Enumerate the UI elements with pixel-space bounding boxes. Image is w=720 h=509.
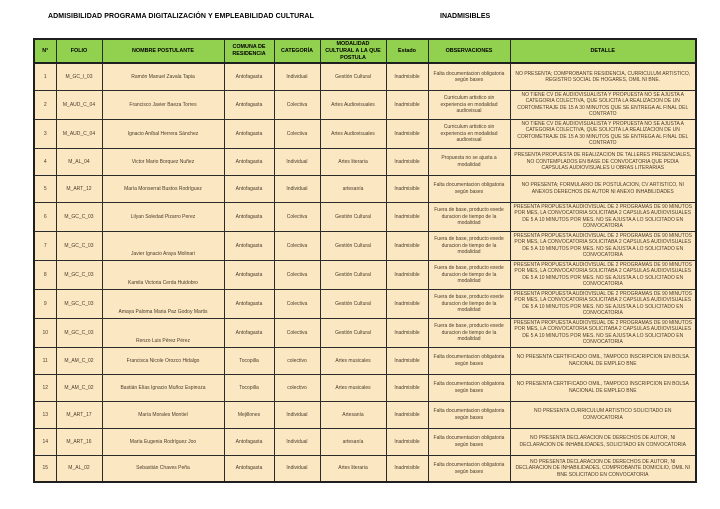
column-header-estado: Estado: [386, 39, 428, 63]
table-row: [34, 347, 696, 374]
cell-estado: Inadmisible: [386, 318, 428, 347]
cell-detalle: NO PRESENTA DECLARACION DE DERECHOS DE AUTOR, NI DECLARACION DE INHABILIDADES, COMPROBANTE DOMICILIO, OMIL NI BNE SOLICITADO EN CONVOCATORIA: [510, 455, 696, 482]
cell-comuna: Antofagasta: [224, 202, 274, 231]
cell-detalle: NO PRESENTA DECLARACION DE DERECHOS DE AUTOR, NI DECLARACION DE INHABILIDADES, SOLICITADO EN CONVOCATORIA: [510, 428, 696, 455]
cell-comuna: Antofagasta: [224, 175, 274, 202]
cell-numero: 14: [34, 428, 56, 455]
cell-numero: 1: [34, 63, 56, 90]
cell-categoria: Colectiva: [274, 90, 320, 119]
cell-nombre: Ignacio Aníbal Herrera Sánchez: [102, 119, 224, 148]
column-header-modalidad: MODALIDAD CULTURAL A LA QUE POSTULA: [320, 39, 386, 63]
cell-nombre: María Morales Montiel: [102, 401, 224, 428]
cell-numero: 11: [34, 347, 56, 374]
table-row: [34, 318, 696, 347]
cell-estado: Inadmisible: [386, 260, 428, 289]
cell-modalidad: Gestión Cultural: [320, 260, 386, 289]
cell-modalidad: Gestión Cultural: [320, 202, 386, 231]
table-row: [34, 148, 696, 175]
cell-comuna: Antofagasta: [224, 63, 274, 90]
cell-estado: Inadmisible: [386, 175, 428, 202]
cell-folio: M_GC_C_03: [56, 260, 102, 289]
cell-numero: 12: [34, 374, 56, 401]
cell-folio: M_AUD_C_04: [56, 90, 102, 119]
cell-numero: 3: [34, 119, 56, 148]
cell-comuna: Mejillones: [224, 401, 274, 428]
table-body: [34, 63, 696, 482]
cell-estado: Inadmisible: [386, 289, 428, 318]
table-row: [34, 90, 696, 119]
cell-observaciones: Curriculum artistico sin experiencia en modalidad audiovisual: [428, 90, 510, 119]
cell-modalidad: Gestión Cultural: [320, 63, 386, 90]
cell-nombre: Francisco Javier Baeza Torres: [102, 90, 224, 119]
cell-comuna: Antofagasta: [224, 90, 274, 119]
cell-observaciones: Falta documentacion obligatoria según bases: [428, 175, 510, 202]
table-row: [34, 63, 696, 90]
table-row: [34, 374, 696, 401]
column-header-comuna: COMUNA DE RESIDENCIA: [224, 39, 274, 63]
cell-nombre: Ramón Manuel Zavala Tapia: [102, 63, 224, 90]
cell-numero: 15: [34, 455, 56, 482]
cell-categoria: Colectiva: [274, 202, 320, 231]
cell-folio: M_ART_16: [56, 428, 102, 455]
cell-modalidad: Artes Audiovisuales: [320, 119, 386, 148]
cell-observaciones: Propuesta no se ajusta a modalidad: [428, 148, 510, 175]
cell-detalle: NO PRESENTA CERTIFICADO OMIL, TAMPOCO INSCRIPCION EN BOLSA NACIONAL DE EMPLEO BNE: [510, 374, 696, 401]
cell-numero: 4: [34, 148, 56, 175]
cell-estado: Inadmisible: [386, 374, 428, 401]
cell-comuna: Antofagasta: [224, 119, 274, 148]
cell-observaciones: Falta documentacion obligatoria según bases: [428, 63, 510, 90]
cell-folio: M_GC_C_03: [56, 231, 102, 260]
cell-estado: Inadmisible: [386, 119, 428, 148]
table-row: [34, 260, 696, 289]
cell-nombre: María Eugenia Rodríguez Joo: [102, 428, 224, 455]
cell-modalidad: Gestión Cultural: [320, 289, 386, 318]
cell-categoria: Colectiva: [274, 260, 320, 289]
cell-nombre: Amaya Paloma Maria Paz Godoy Martis: [102, 289, 224, 318]
cell-categoria: Colectiva: [274, 289, 320, 318]
cell-comuna: Tocopilla: [224, 374, 274, 401]
cell-categoria: colectivo: [274, 347, 320, 374]
cell-detalle: PRESENTA PROPUESTA AUDIOVISUAL DE 2 PROGRAMAS DE 90 MINUTOS POR MES, LA CONVOCATORIA SOLICITABA 2 CAPSULAS AUDIOVISUALES DE 5 A 10 MINUTOS POR MES. NO SE AJUSTA A LO SOLICITADO EN CONVOCATORIA: [510, 202, 696, 231]
cell-nombre: Javier Ignacio Araya Molinari: [102, 231, 224, 260]
cell-nombre: Sebastián Chaves Peña: [102, 455, 224, 482]
cell-estado: Inadmisible: [386, 455, 428, 482]
cell-comuna: Antofagasta: [224, 260, 274, 289]
cell-categoria: Individual: [274, 148, 320, 175]
table-header: [34, 39, 696, 63]
cell-modalidad: Gestión Cultural: [320, 318, 386, 347]
cell-modalidad: Artes Audiovisuales: [320, 90, 386, 119]
cell-nombre: Kamila Victoria Cerda Huidobro: [102, 260, 224, 289]
cell-observaciones: Fuera de base, producto exede duracion de tiempo de la modalidad: [428, 289, 510, 318]
column-header-nombre: NOMBRE POSTULANTE: [102, 39, 224, 63]
cell-comuna: Tocopilla: [224, 347, 274, 374]
cell-nombre: Lilyan Soledad Pizarro Perez: [102, 202, 224, 231]
column-header-detalle: DETALLE: [510, 39, 696, 63]
cell-comuna: Antofagasta: [224, 428, 274, 455]
cell-numero: 13: [34, 401, 56, 428]
cell-detalle: NO PRESENTA CURRICULUM ARTISTICO SOLICITADO EN CONVOCATORIA: [510, 401, 696, 428]
cell-categoria: Colectiva: [274, 318, 320, 347]
cell-observaciones: Falta documentacion obligatoria según bases: [428, 374, 510, 401]
cell-folio: M_ART_12: [56, 175, 102, 202]
cell-numero: 9: [34, 289, 56, 318]
cell-modalidad: Gestión Cultural: [320, 231, 386, 260]
table-row: [34, 119, 696, 148]
cell-categoria: Colectiva: [274, 231, 320, 260]
cell-nombre: Victor Mario Borquez Nuñez: [102, 148, 224, 175]
cell-numero: 6: [34, 202, 56, 231]
cell-detalle: NO TIENE CV DE AUDIOVISUALISTA Y PROPUESTA NO SE AJUSTA A CATEGORIA COLECTIVA, QUE SOLICITA LA REALIZACION DE UN CORTOMETRAJE DE 15 A 30 MINUTOS QUE SE ENTREGA AL FINAL DEL CONTRATO: [510, 90, 696, 119]
cell-folio: M_GC_C_03: [56, 318, 102, 347]
cell-numero: 7: [34, 231, 56, 260]
cell-modalidad: artesanía: [320, 175, 386, 202]
cell-observaciones: Fuera de base, producto exede duracion de tiempo de la modalidad: [428, 202, 510, 231]
cell-detalle: NO TIENE CV DE AUDIOVISUALISTA Y PROPUESTA NO SE AJUSTA A CATEGORIA COLECTIVA, QUE SOLICITA LA REALIZACION DE UN CORTOMETRAJE DE 15 A 30 MINUTOS QUE SE ENTREGA AL FINAL DEL CONTRATO: [510, 119, 696, 148]
cell-categoria: colectivo: [274, 374, 320, 401]
cell-detalle: PRESENTA PROPUESTA AUDIOVISUAL DE 2 PROGRAMAS DE 90 MINUTOS POR MES, LA CONVOCATORIA SOLICITABA 2 CAPSULAS AUDIOVISUALES DE 5 A 10 MINUTOS POR MES. NO SE AJUSTA A LO SOLICITADO EN CONVOCATORIA: [510, 260, 696, 289]
cell-modalidad: Artesanía: [320, 401, 386, 428]
cell-categoria: Colectiva: [274, 119, 320, 148]
cell-detalle: NO PRESENTA CERTIFICADO OMIL, TAMPOCO INSCRIPCION EN BOLSA NACIONAL DE EMPLEO BNE: [510, 347, 696, 374]
cell-detalle: PRESENTA PROPUESTA DE REALIZACION DE TALLERES PRESENCIALES, NO CONTEMPLADOS EN BASE DE CONVOCATORIA QUE PEDIA CAPSULAS AUDIOVISUALES U OBRAS LITERARIAS: [510, 148, 696, 175]
cell-estado: Inadmisible: [386, 148, 428, 175]
cell-folio: M_GC_C_03: [56, 202, 102, 231]
cell-nombre: María Monserrat Bustos Rodríguez: [102, 175, 224, 202]
cell-detalle: NO PRESENTA; FORMULARIO DE POSTULACION, CV ARTISTICO, NI ANEXOS DERECHOS DE AUTOR NI ANEXO INHABILIDADES: [510, 175, 696, 202]
cell-comuna: Antofagasta: [224, 289, 274, 318]
cell-folio: M_AL_02: [56, 455, 102, 482]
cell-estado: Inadmisible: [386, 231, 428, 260]
cell-categoria: Individual: [274, 401, 320, 428]
cell-nombre: Renzo Luis Pérez Pérez: [102, 318, 224, 347]
cell-numero: 10: [34, 318, 56, 347]
cell-numero: 5: [34, 175, 56, 202]
cell-detalle: PRESENTA PROPUESTA AUDIOVISUAL DE 2 PROGRAMAS DE 90 MINUTOS POR MES, LA CONVOCATORIA SOLICITABA 2 CAPSULAS AUDIOVISUALES DE 5 A 10 MINUTOS POR MES. NO SE AJUSTA A LO SOLICITADO EN CONVOCATORIA: [510, 318, 696, 347]
status-label: INADMISIBLES: [440, 13, 491, 20]
cell-nombre: Bastián Elías Ignacio Muñoz Espinoza: [102, 374, 224, 401]
cell-folio: M_AM_C_02: [56, 347, 102, 374]
cell-categoria: Individual: [274, 428, 320, 455]
title-bar: [0, 0, 720, 24]
table-row: [34, 428, 696, 455]
column-header-folio: FOLIO: [56, 39, 102, 63]
cell-folio: M_GC_I_03: [56, 63, 102, 90]
cell-estado: Inadmisible: [386, 347, 428, 374]
cell-observaciones: Fuera de base, producto exede duracion de tiempo de la modalidad: [428, 231, 510, 260]
cell-modalidad: artesanía: [320, 428, 386, 455]
column-header-numero: N°: [34, 39, 56, 63]
cell-estado: Inadmisible: [386, 63, 428, 90]
table-row: [34, 401, 696, 428]
table-row: [34, 175, 696, 202]
cell-folio: M_GC_C_03: [56, 289, 102, 318]
cell-estado: Inadmisible: [386, 90, 428, 119]
cell-comuna: Antofagasta: [224, 148, 274, 175]
table-row: [34, 231, 696, 260]
cell-detalle: PRESENTA PROPUESTA AUDIOVISUAL DE 2 PROGRAMAS DE 90 MINUTOS POR MES, LA CONVOCATORIA SOLICITABA 2 CAPSULAS AUDIOVISUALES DE 5 A 10 MINUTOS POR MES. NO SE AJUSTA A LO SOLICITADO EN CONVOCATORIA: [510, 289, 696, 318]
cell-observaciones: Fuera de base, producto exede duracion de tiempo de la modalidad: [428, 318, 510, 347]
cell-detalle: NO PRESENTA; COMPROBANTE RESIDENCIA, CURRICULUM ARTISTICO, REGISTRO SOCIAL DE HOGARES, OMIL NI BNE.: [510, 63, 696, 90]
cell-comuna: Antofagasta: [224, 455, 274, 482]
cell-categoria: Individual: [274, 455, 320, 482]
cell-numero: 8: [34, 260, 56, 289]
table-row: [34, 455, 696, 482]
cell-modalidad: Artes literaria: [320, 455, 386, 482]
cell-numero: 2: [34, 90, 56, 119]
column-header-categoria: CATEGORÍA: [274, 39, 320, 63]
applicants-table: [33, 38, 697, 483]
cell-observaciones: Fuera de base, producto exede duracion de tiempo de la modalidad: [428, 260, 510, 289]
cell-categoria: Individual: [274, 63, 320, 90]
cell-folio: M_AM_C_02: [56, 374, 102, 401]
table-row: [34, 202, 696, 231]
cell-folio: M_AUD_C_04: [56, 119, 102, 148]
cell-detalle: PRESENTA PROPUESTA AUDIOVISUAL DE 2 PROGRAMAS DE 90 MINUTOS POR MES, LA CONVOCATORIA SOLICITABA 2 CAPSULAS AUDIOVISUALES DE 5 A 10 MINUTOS POR MES. NO SE AJUSTA A LO SOLICITADO EN CONVOCATORIA: [510, 231, 696, 260]
cell-estado: Inadmisible: [386, 401, 428, 428]
cell-observaciones: Falta documentacion obligatoria según bases: [428, 401, 510, 428]
cell-folio: M_ART_17: [56, 401, 102, 428]
column-header-observaciones: OBSERVACIONES: [428, 39, 510, 63]
cell-observaciones: Falta documentacion obligatoria según bases: [428, 428, 510, 455]
cell-observaciones: Falta documentacion obligatoria según bases: [428, 455, 510, 482]
cell-nombre: Francisca Nicole Orozco Hidalgo: [102, 347, 224, 374]
header-row: [34, 39, 696, 63]
table-row: [34, 289, 696, 318]
cell-estado: Inadmisible: [386, 428, 428, 455]
cell-comuna: Antofagasta: [224, 318, 274, 347]
cell-observaciones: Falta documentacion obligatoria según bases: [428, 347, 510, 374]
cell-categoria: Individual: [274, 175, 320, 202]
cell-modalidad: Artes musicales: [320, 347, 386, 374]
cell-folio: M_AL_04: [56, 148, 102, 175]
cell-estado: Inadmisible: [386, 202, 428, 231]
cell-observaciones: Curriculum artistico sin experiencia en modalidad audiovisual: [428, 119, 510, 148]
cell-modalidad: Artes literaria: [320, 148, 386, 175]
cell-modalidad: Artes musicales: [320, 374, 386, 401]
cell-comuna: Antofagasta: [224, 231, 274, 260]
page-title: ADMISIBILIDAD PROGRAMA DIGITALIZACIÓN Y EMPLEABILIDAD CULTURAL: [48, 13, 314, 20]
